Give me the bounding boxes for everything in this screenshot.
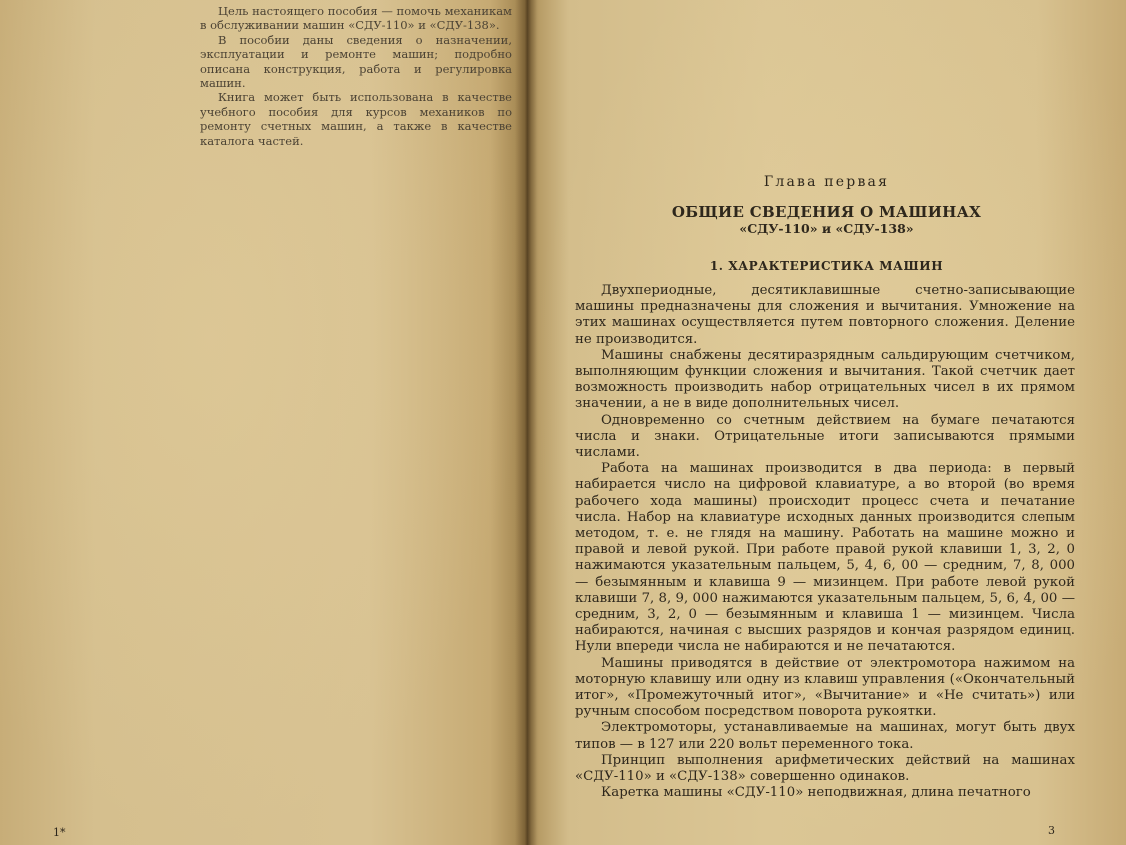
body-paragraph: Двухпериодные, десятиклавишные счетно-записывающие машины предназначены для сложения и вычитания. Умножение на этих машинах осуществляется путем повторного сложения. Деление не производится.	[575, 283, 1075, 347]
preface-paragraph: Цель настоящего пособия — помочь механикам в обслуживании машин «СДУ-110» и «СДУ-138».	[200, 4, 512, 33]
body-paragraph: Одновременно со счетным действием на бумаге печатаются числа и знаки. Отрицательные итоги записываются прямыми числами.	[575, 412, 1075, 461]
section-heading: 1. ХАРАКТЕРИСТИКА МАШИН	[709, 259, 944, 273]
left-page	[0, 0, 527, 845]
body-text	[575, 283, 1075, 802]
body-paragraph: Работа на машинах производится в два периода: в первый набирается число на цифровой клавиатуре, а во второй (во время рабочего хода машины) происходит процесс счета и печатание числа. Набор на клавиатуре исходных данных производится слепым методом, т. е. не глядя на машину. Работать на машине можно и правой и левой рукой. При работе правой рукой клавиши 1, 3, 2, 0 нажимаются указательным пальцем, 5, 4, 6, 00 — средним, 7, 8, 000 — безымянным и клавиша 9 — мизинцем. При работе левой рукой клавиши 7, 8, 9, 000 нажимаются указательным пальцем, 5, 6, 4, 00 — средним, 3, 2, 0 — безымянным и клавиша 1 — мизинцем. Числа набираются, начиная с высших разрядов и кончая разрядом единиц. Нули впереди числа не набираются и не печатаются.	[575, 461, 1075, 655]
preface-paragraph: Книга может быть использована в качестве учебного пособия для курсов механиков по ремонту счетных машин, а также в качестве каталога частей.	[200, 90, 512, 148]
body-paragraph: Машины снабжены десятиразрядным сальдирующим счетчиком, выполняющим функции сложения и вычитания. Такой счетчик дает возможность производить набор отрицательных чисел в их прямом значении, а не в виде дополнительных чисел.	[575, 347, 1075, 412]
right-page-folio: 3	[1048, 824, 1055, 837]
body-paragraph: Каретка машины «СДУ-110» неподвижная, длина печатного	[601, 785, 1031, 801]
body-paragraph: Принцип выполнения арифметических действий на машинах «СДУ-110» и «СДУ-138» совершенно одинаков.	[575, 752, 1075, 785]
preface-paragraph: В пособии даны сведения о назначении, эксплуатации и ремонте машин; подробно описана конструкция, работа и регулировка машин.	[200, 32, 512, 91]
chapter-label: Глава первая	[763, 174, 890, 190]
right-page	[527, 0, 1126, 845]
left-page-folio: 1*	[53, 826, 66, 839]
chapter-subtitle: «СДУ-110» и «СДУ-138»	[739, 221, 914, 236]
preface-text	[200, 4, 512, 148]
chapter-title: ОБЩИЕ СВЕДЕНИЯ О МАШИНАХ	[671, 203, 982, 221]
body-paragraph: Машины приводятся в действие от электромотора нажимом на моторную клавишу или одну из клавиш управления («Окончательный итог», «Промежуточный итог», «Вычитание» и «Не считать») или ручным способом посредством поворота рукоятки.	[575, 655, 1075, 720]
body-paragraph: Электромоторы, устанавливаемые на машинах, могут быть двух типов — в 127 или 220 вольт переменного тока.	[575, 720, 1075, 752]
